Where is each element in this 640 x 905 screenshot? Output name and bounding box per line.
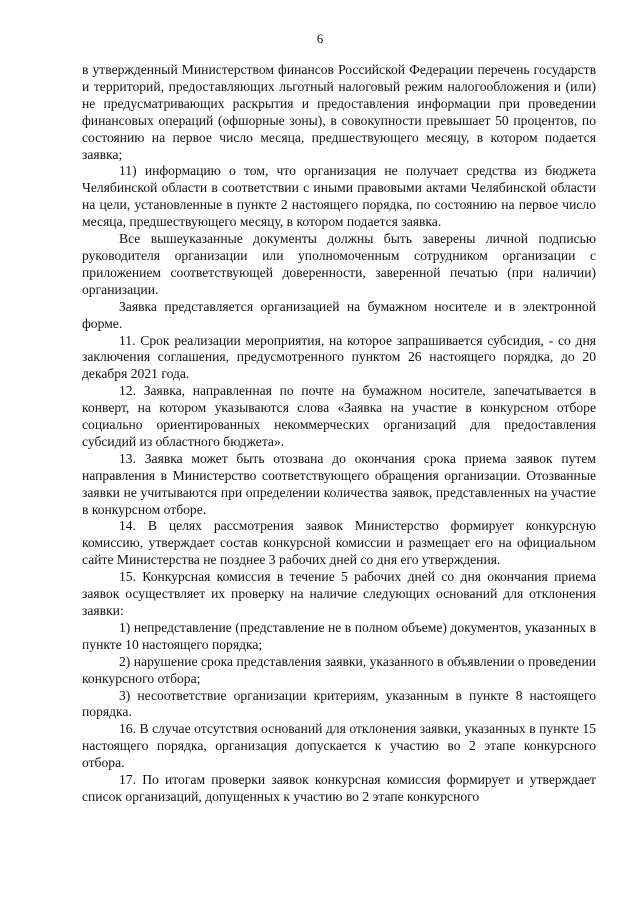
paragraph-clause-16: 16. В случае отсутствия оснований для отклонения заявки, указанных в пункте 15 настоящего порядка, организация допускается к участию во 2 этапе конкурсного отбора.: [82, 721, 596, 771]
paragraph-application-form: Заявка представляется организацией на бумажном носителе и в электронной форме.: [82, 298, 596, 331]
paragraph-item-11-budget-info: 11) информацию о том, что организация не получает средства из бюджета Челябинской области в соответствии с иными правовыми актами Челябинской области на цели, установленные в пункте 2 настоящего порядка, по состоянию на первое число месяца, предшествующего месяцу, в котором подается заявка.: [82, 163, 596, 230]
paragraph-clause-15-item-3: 3) несоответствие организации критериям, указанным в пункте 8 настоящего порядка.: [82, 687, 596, 720]
paragraph-clause-17: 17. По итогам проверки заявок конкурсная комиссия формирует и утверждает список организаций, допущенных к участию во 2 этапе конкурсного: [82, 772, 596, 804]
paragraph-clause-15-item-2: 2) нарушение срока представления заявки, указанного в объявлении о проведении конкурсного отбора;: [82, 653, 596, 686]
paragraph-clause-14: 14. В целях рассмотрения заявок Министерство формирует конкурсную комиссию, утверждает состав конкурсной комиссии и размещает его на официальном сайте Министерства не позднее 3 рабочих дней со дня его утверждения.: [82, 518, 596, 568]
paragraph-clause-12: 12. Заявка, направленная по почте на бумажном носителе, запечатывается в конверт, на котором указываются слова «Заявка на участие в конкурсном отборе социально ориентированных некоммерческих организаций для предоставления субсидий из областного бюджета».: [82, 383, 596, 449]
paragraph-documents-certification: Все вышеуказанные документы должны быть заверены личной подписью руководителя организации или уполномоченным сотрудником организации с приложением соответствующей доверенности, заверенной печатью (при наличии) организации.: [82, 231, 596, 297]
paragraph-clause-15-item-1: 1) непредставление (представление не в полном объеме) документов, указанных в пункте 10 настоящего порядка;: [82, 619, 596, 652]
paragraph-clause-15: 15. Конкурсная комиссия в течение 5 рабочих дней со дня окончания приема заявок осуществляет их проверку на наличие следующих оснований для отклонения заявки:: [82, 569, 596, 618]
paragraph-offshore-continuation: в утвержденный Министерством финансов Российской Федерации перечень государств и территорий, предоставляющих льготный налоговый режим налогообложения и (или) не предусматривающих раскрытия и предоставления информации при проведении финансовых операций (офшорные зоны), в совокупности превышает 50 процентов, по состоянию на первое число месяца, предшествующего месяцу, в котором подается заявка;: [82, 62, 596, 162]
document-body: [82, 62, 596, 806]
paragraph-clause-13: 13. Заявка может быть отозвана до окончания срока приема заявок путем направления в Министерство соответствующего обращения организации. Отозванные заявки не учитываются при определении количества заявок, представленных на участие в конкурсном отборе.: [82, 450, 596, 517]
page-number: 6: [316, 31, 324, 46]
paragraph-clause-11: 11. Срок реализации мероприятия, на которое запрашивается субсидия, - со дня заключения соглашения, предусмотренного пунктом 26 настоящего порядка, до 20 декабря 2021 года.: [82, 332, 596, 382]
